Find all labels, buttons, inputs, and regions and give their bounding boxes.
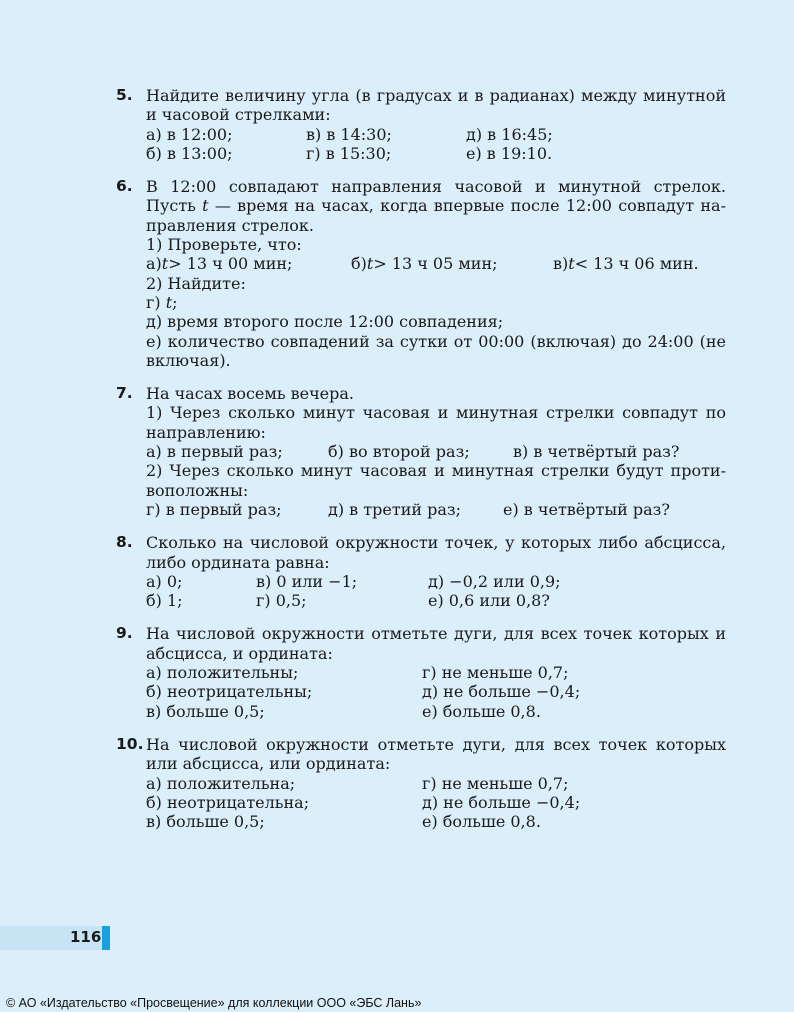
option: в) больше 0,5; — [146, 812, 265, 832]
option: б) во второй раз; — [328, 442, 470, 462]
problem-text: либо ордината равна: — [146, 552, 330, 572]
option: е) количество совпадений за сутки от 00:00 (включая) до 24:00 (не — [146, 331, 726, 351]
problem-text: На числовой окружности отметьте дуги, для всех точек которых — [146, 734, 726, 754]
option: а) положительна; — [146, 773, 296, 793]
options-row — [146, 572, 726, 591]
subtask-label: 1) Проверьте, что: — [146, 235, 302, 255]
options-row — [146, 793, 726, 812]
option: а)t> 13 ч 00 мин; — [146, 254, 293, 274]
option: е) больше 0,8. — [422, 701, 541, 721]
option: д) в 16:45; — [466, 124, 553, 144]
option: в) в 14:30; — [306, 124, 392, 144]
options-row — [146, 442, 726, 461]
option: г) не меньше 0,7; — [422, 773, 569, 793]
option: а) положительны; — [146, 663, 299, 683]
option: е) больше 0,8. — [422, 812, 541, 832]
option: в) 0 или −1; — [256, 571, 358, 591]
option: г) в первый раз; — [146, 499, 282, 519]
subtask-label: направлению: — [146, 422, 266, 442]
option: в) больше 0,5; — [146, 701, 265, 721]
option: б) неотрицательны; — [146, 682, 313, 702]
options-row — [146, 774, 726, 793]
problem-text: Сколько на числовой окружности точек, у которых либо абсцисса, — [146, 533, 726, 553]
problem-text: На числовой окружности отметьте дуги, для всех точек которых и — [146, 624, 726, 644]
problem-5 — [116, 86, 726, 163]
page-number-stripe — [102, 926, 110, 950]
problem-10 — [116, 735, 726, 831]
option: а) 0; — [146, 571, 183, 591]
problem-number: 6. — [116, 177, 133, 196]
options-row — [146, 125, 726, 144]
problem-text: На часах восемь вечера. — [146, 384, 355, 404]
options-row — [146, 254, 726, 273]
option: д) не больше −0,4; — [422, 792, 581, 812]
option: д) время второго после 12:00 совпадения; — [146, 312, 504, 332]
option: б)t> 13 ч 05 мин; — [351, 254, 498, 274]
problem-8 — [116, 533, 726, 610]
subtask-label: воположны: — [146, 480, 249, 500]
options-row — [146, 591, 726, 610]
option: а) в 12:00; — [146, 124, 233, 144]
subtask-label: 1) Через сколько минут часовая и минутная стрелки совпадут по — [146, 403, 726, 423]
problem-9 — [116, 624, 726, 720]
option: д) в третий раз; — [328, 499, 461, 519]
problem-number: 8. — [116, 533, 133, 552]
problem-text: Пусть t — время на часах, когда впервые после 12:00 совпадут на- — [146, 196, 727, 216]
problem-number: 9. — [116, 624, 133, 643]
problem-list — [116, 86, 726, 845]
problem-text: или абсцисса, или ордината: — [146, 754, 391, 774]
options-row — [146, 663, 726, 682]
option: д) −0,2 или 0,9; — [428, 571, 561, 591]
problem-number: 5. — [116, 86, 133, 104]
options-row — [146, 812, 726, 831]
option: е) 0,6 или 0,8? — [428, 591, 550, 611]
options-row — [146, 144, 726, 163]
option: г) не меньше 0,7; — [422, 663, 569, 683]
option: а) в первый раз; — [146, 442, 283, 462]
problem-text: В 12:00 совпадают направления часовой и минутной стрелок. — [146, 177, 726, 197]
option: г) 0,5; — [256, 591, 307, 611]
options-row — [146, 702, 726, 721]
problem-text: и часовой стрелками: — [146, 105, 331, 125]
problem-number: 10. — [116, 734, 144, 753]
options-row — [146, 500, 726, 519]
problem-7 — [116, 384, 726, 519]
option: д) не больше −0,4; — [422, 682, 581, 702]
subtask-label: 2) Найдите: — [146, 273, 246, 293]
option: б) неотрицательна; — [146, 792, 310, 812]
option: г) в 15:30; — [306, 143, 392, 163]
option: в)t< 13 ч 06 мин. — [553, 254, 699, 274]
problem-number: 7. — [116, 384, 133, 403]
problem-text: правления стрелок. — [146, 215, 314, 235]
option: е) в 19:10. — [466, 143, 553, 163]
option: г) t; — [146, 292, 178, 312]
option: в) в четвёртый раз? — [513, 442, 680, 462]
problem-text: Найдите величину угла (в градусах и в радианах) между минутной — [146, 86, 726, 105]
problem-text: абсцисса, и ордината: — [146, 643, 333, 663]
options-row — [146, 682, 726, 701]
problem-6 — [116, 177, 726, 370]
option: б) в 13:00; — [146, 143, 233, 163]
option: е) в четвёртый раз? — [503, 499, 670, 519]
copyright-notice: © АО «Издательство «Просвещение» для коллекции ООО «ЭБС Лань» — [6, 996, 422, 1010]
option: б) 1; — [146, 591, 183, 611]
option: включая). — [146, 350, 231, 370]
page-number: 116 — [70, 928, 102, 946]
subtask-label: 2) Через сколько минут часовая и минутная стрелки будут проти- — [146, 461, 726, 481]
